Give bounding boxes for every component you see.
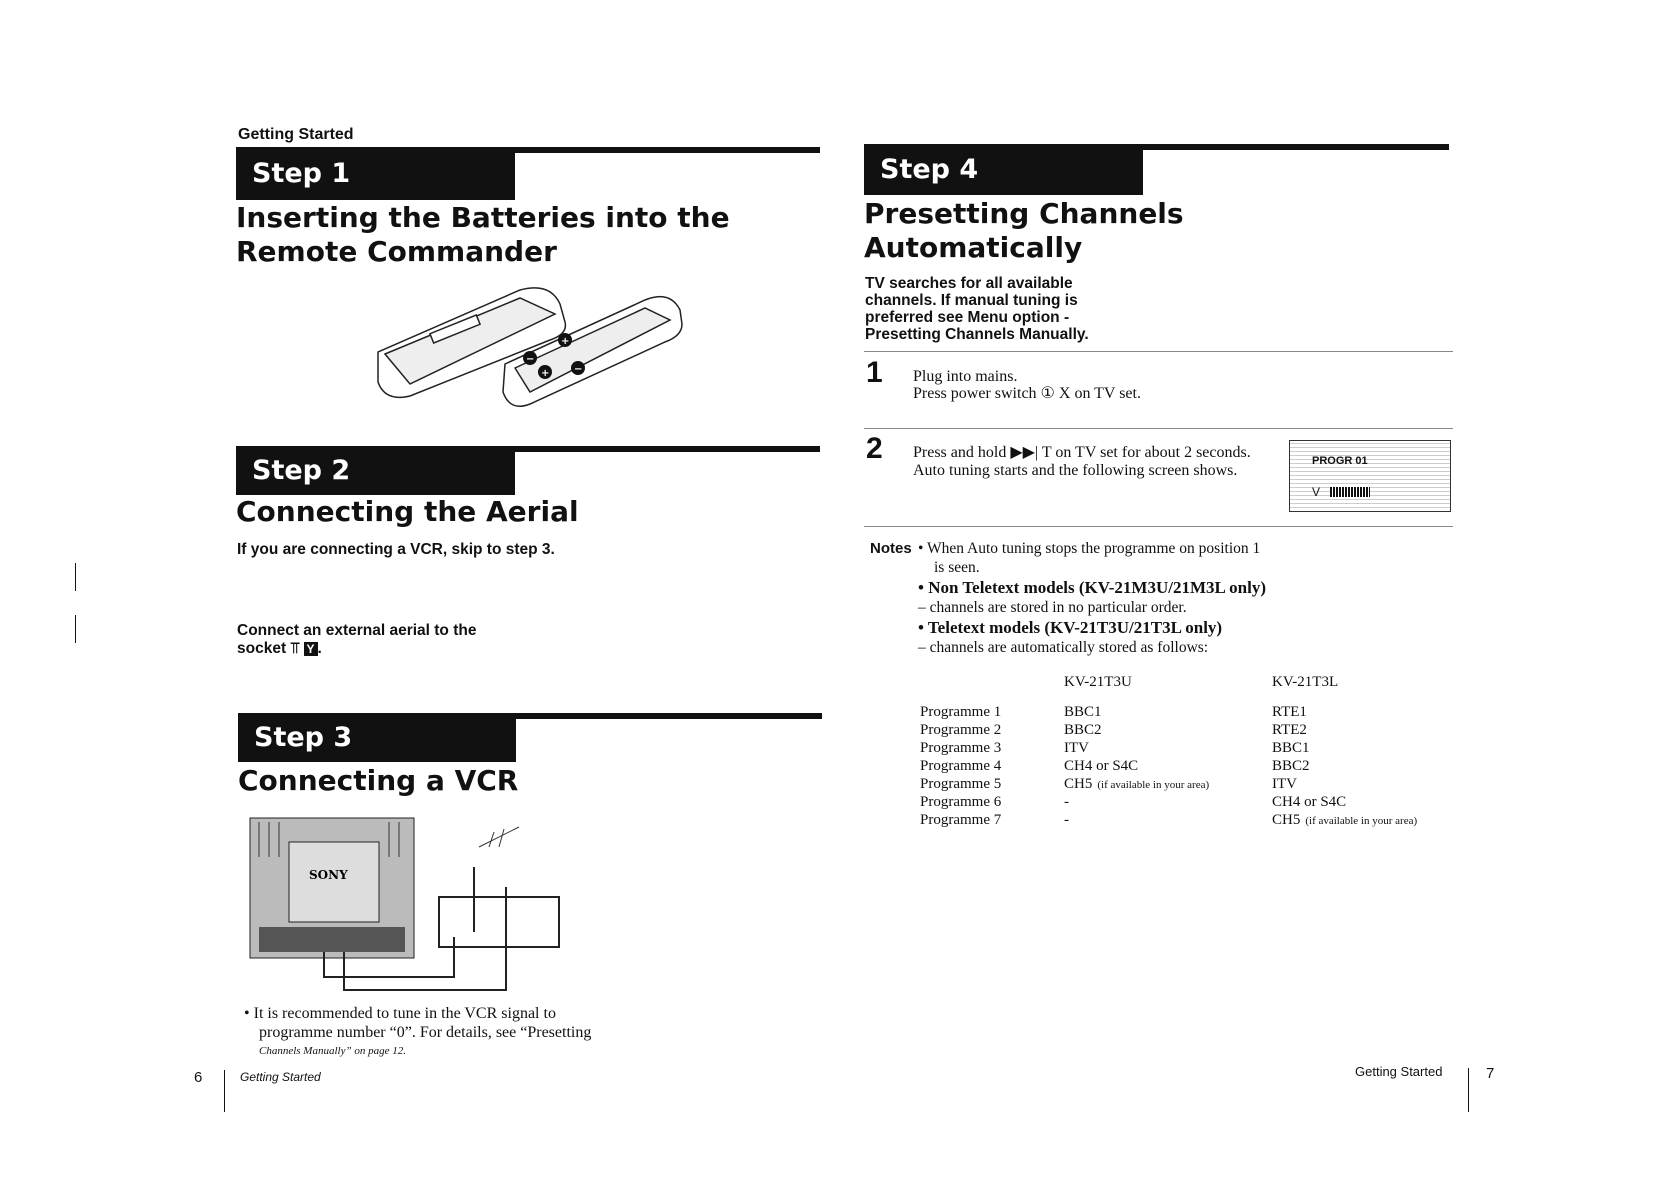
- footer-label-left: Getting Started: [240, 1070, 321, 1084]
- vcr-connection-illustration: [249, 817, 569, 995]
- table-cell: Programme 1: [920, 704, 1002, 720]
- table-cell: BBC2: [1064, 722, 1102, 738]
- margin-mark: [75, 615, 76, 643]
- table-header: KV-21T3L: [1272, 674, 1339, 690]
- page-number-right: 7: [1486, 1065, 1495, 1082]
- notes-body: • When Auto tuning stops the programme on position 1 is seen. • Non Teletext models (KV-21M3U/21M3L only) – channels are stored in no particular order. • Teletext models (KV-21T3U/21T3L only) – channels are automatically stored as follows:: [918, 540, 1266, 656]
- footer-divider: [224, 1070, 225, 1112]
- remote-battery-illustration: [370, 284, 700, 414]
- instruction-2: Press and hold ▶▶| T on TV set for about 2 seconds. Auto tuning starts and the following screen shows.: [913, 444, 1251, 479]
- step4-badge: Step 4: [864, 144, 1143, 195]
- svg-text:SONY: SONY: [309, 868, 348, 882]
- svg-text:−: −: [574, 364, 583, 375]
- table-cell: Programme 5: [920, 776, 1002, 792]
- table-cell: CH4 or S4C: [1272, 794, 1347, 810]
- auto-tuning-screen: PROGR 01 V: [1289, 440, 1451, 512]
- footer-label-right: Getting Started: [1355, 1064, 1443, 1079]
- table-cell: BBC2: [1272, 758, 1310, 774]
- table-cell: -: [1064, 794, 1069, 810]
- table-cell: Programme 2: [920, 722, 1002, 738]
- step2-instruction: Connect an external aerial to the socket ⫪ Y .: [237, 622, 477, 657]
- vcr-bullet: • It is recommended to tune in the VCR signal to programme number “0”. For details, see “Presetting Channels Manually” on page 12.: [244, 1005, 592, 1057]
- footer-divider: [1468, 1068, 1469, 1112]
- section-header: Getting Started: [238, 126, 354, 143]
- table-cell: CH5 (if available in your area): [1272, 812, 1418, 828]
- table-cell: CH4 or S4C: [1064, 758, 1139, 774]
- table-header: KV-21T3U: [1064, 674, 1132, 690]
- step2-note: If you are connecting a VCR, skip to step 3.: [237, 541, 555, 558]
- instruction-1: Plug into mains. Press power switch ① X on TV set.: [913, 368, 1141, 402]
- table-cell: BBC1: [1064, 704, 1102, 720]
- svg-text:+: +: [561, 336, 570, 347]
- step1-title: Inserting the Batteries into the Remote Commander: [236, 201, 730, 268]
- margin-mark: [75, 563, 76, 591]
- step1-badge: Step 1: [236, 147, 515, 200]
- table-cell: ITV: [1064, 740, 1089, 756]
- step4-intro: TV searches for all available channels. If manual tuning is preferred see Menu option - Presetting Channels Manually.: [865, 275, 1089, 343]
- table-cell: Programme 6: [920, 794, 1002, 810]
- divider: [864, 428, 1453, 429]
- table-cell: RTE2: [1272, 722, 1307, 738]
- table-cell: -: [1064, 812, 1069, 828]
- table-cell: RTE1: [1272, 704, 1307, 720]
- step4-title: Presetting Channels Automatically: [864, 197, 1184, 264]
- divider: [864, 351, 1453, 352]
- table-cell: Programme 4: [920, 758, 1002, 774]
- step2-badge: Step 2: [236, 446, 515, 495]
- table-cell: BBC1: [1272, 740, 1310, 756]
- page-number-left: 6: [194, 1069, 203, 1086]
- notes-label: Notes: [870, 540, 912, 557]
- socket-y-icon: Y: [304, 642, 318, 656]
- step3-badge: Step 3: [238, 713, 516, 762]
- table-cell: Programme 3: [920, 740, 1002, 756]
- step2-title: Connecting the Aerial: [236, 495, 579, 528]
- svg-text:−: −: [526, 354, 535, 365]
- table-cell: ITV: [1272, 776, 1297, 792]
- table-cell: CH5 (if available in your area): [1064, 776, 1210, 792]
- aerial-icon: ⫪: [290, 640, 300, 657]
- tuning-bar: [1330, 487, 1370, 497]
- divider: [864, 526, 1453, 527]
- instruction-number: 2: [866, 432, 883, 465]
- instruction-number: 1: [866, 356, 883, 389]
- svg-text:+: +: [541, 368, 550, 379]
- table-cell: Programme 7: [920, 812, 1002, 828]
- step3-title: Connecting a VCR: [238, 764, 519, 797]
